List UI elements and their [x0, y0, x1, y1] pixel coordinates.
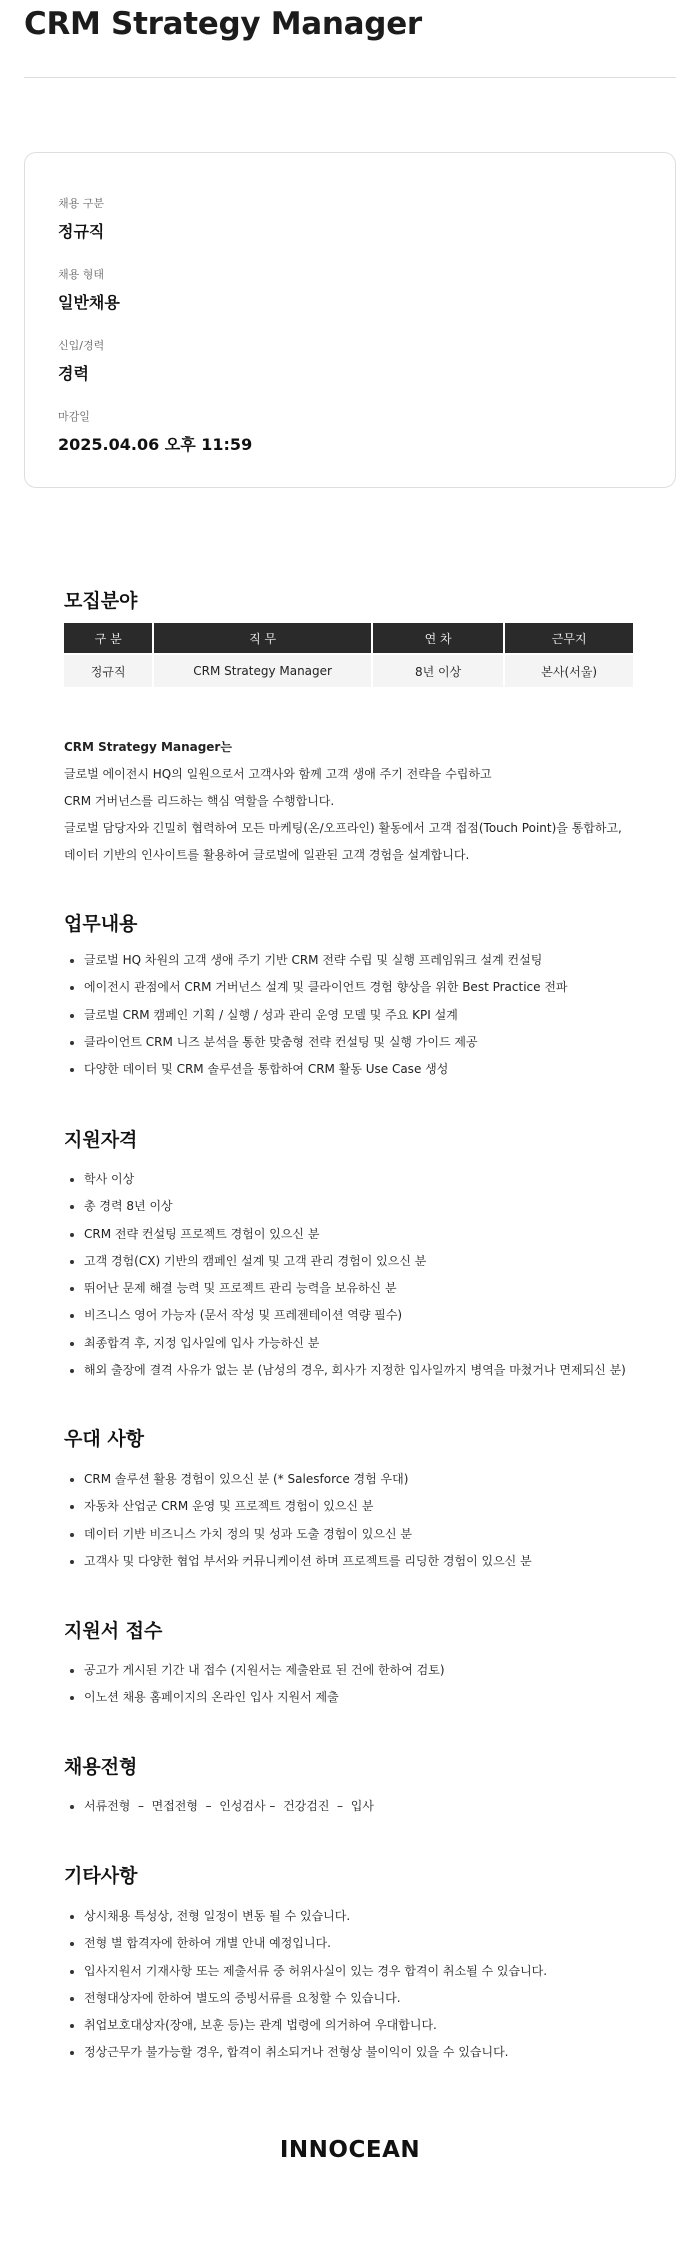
intro-line: CRM 거버넌스를 리드하는 핵심 역할을 수행합니다. — [64, 794, 335, 808]
list-item: 자동차 산업군 CRM 운영 및 프로젝트 경험이 있으신 분 — [70, 1496, 650, 1523]
list-item: 최종합격 후, 지정 입사일에 입사 가능하신 분 — [70, 1333, 650, 1360]
job-info-card — [24, 152, 676, 488]
info-employment-type — [58, 266, 120, 313]
duties-list — [70, 950, 650, 1086]
section-title-duties: 업무내용 — [64, 913, 138, 935]
list-item: 입사지원서 기재사항 또는 제출서류 중 허위사실이 있는 경우 합격이 취소될 수 있습니다. — [70, 1961, 650, 1988]
list-item: 뛰어난 문제 해결 능력 및 프로젝트 관리 능력을 보유하신 분 — [70, 1278, 650, 1305]
list-item: 글로벌 HQ 차원의 고객 생애 주기 기반 CRM 전략 수립 및 실행 프레임워크 설계 컨설팅 — [70, 950, 650, 977]
intro-line: 글로벌 담당자와 긴밀히 협력하여 모든 마케팅(온/오프라인) 활동에서 고객 접점(Touch Point)을 통합하고, — [64, 821, 622, 835]
preferred-list — [70, 1469, 650, 1578]
list-item: 글로벌 CRM 캠페인 기획 / 실행 / 성과 관리 운영 모델 및 주요 KPI 설계 — [70, 1005, 650, 1032]
list-item: 고객 경험(CX) 기반의 캠페인 설계 및 고객 관리 경험이 있으신 분 — [70, 1251, 650, 1278]
section-title-application: 지원서 접수 — [64, 1620, 163, 1642]
table-cell: CRM Strategy Manager — [154, 653, 371, 687]
info-label: 채용 형태 — [58, 268, 105, 281]
application-list — [70, 1660, 650, 1715]
intro-line: 데이터 기반의 인사이트를 활용하여 글로벌에 일관된 고객 경험을 설계합니다. — [64, 848, 470, 862]
table-header-cell: 근무지 — [505, 623, 633, 653]
info-employment-category — [58, 195, 104, 242]
list-item: 총 경력 8년 이상 — [70, 1196, 650, 1223]
page-title: CRM Strategy Manager — [24, 6, 422, 42]
table-cell: 정규직 — [64, 653, 152, 687]
table-header-row — [64, 623, 633, 653]
info-value: 정규직 — [58, 222, 105, 241]
list-item: 전형 별 합격자에 한하여 개별 안내 예정입니다. — [70, 1933, 650, 1960]
list-item: 정상근무가 불가능할 경우, 합격이 취소되거나 전형상 불이익이 있을 수 있습니다. — [70, 2042, 650, 2069]
list-item: 취업보호대상자(장애, 보훈 등)는 관계 법령에 의거하여 우대합니다. — [70, 2015, 650, 2042]
section-title-qualifications: 지원자격 — [64, 1129, 138, 1151]
table-header-cell: 구 분 — [64, 623, 152, 653]
table-cell: 8년 이상 — [373, 653, 503, 687]
list-item: 고객사 및 다양한 협업 부서와 커뮤니케이션 하며 프로젝트를 리딩한 경험이 있으신 분 — [70, 1551, 650, 1578]
etc-list — [70, 1906, 650, 2070]
list-item: 학사 이상 — [70, 1169, 650, 1196]
list-item: 해외 출장에 결격 사유가 없는 분 (남성의 경우, 회사가 지정한 입사일까지 병역을 마쳤거나 면제되신 분) — [70, 1360, 650, 1387]
intro-paragraph — [64, 734, 644, 869]
table-cell: 본사(서울) — [505, 653, 633, 687]
list-item: CRM 전략 컨설팅 프로젝트 경험이 있으신 분 — [70, 1224, 650, 1251]
title-divider — [24, 77, 676, 78]
list-item: 이노션 채용 홈페이지의 온라인 입사 지원서 제출 — [70, 1687, 650, 1714]
intro-line: 글로벌 에이전시 HQ의 일원으로서 고객사와 함께 고객 생애 주기 전략을 수립하고 — [64, 767, 492, 781]
list-item: 에이전시 관점에서 CRM 거버넌스 설계 및 클라이언트 경험 향상을 위한 Best Practice 전파 — [70, 977, 650, 1004]
list-item: 전형대상자에 한하여 별도의 증빙서류를 요청할 수 있습니다. — [70, 1988, 650, 2015]
recruit-field-table — [62, 623, 635, 687]
list-item: 공고가 게시된 기간 내 접수 (지원서는 제출완료 된 건에 한하여 검토) — [70, 1660, 650, 1687]
section-title-process: 채용전형 — [64, 1756, 138, 1778]
info-career-level — [58, 337, 104, 384]
process-list — [70, 1796, 650, 1823]
qualifications-list — [70, 1169, 650, 1387]
list-item: CRM 솔루션 활용 경험이 있으신 분 (* Salesforce 경험 우대) — [70, 1469, 650, 1496]
list-item: 클라이언트 CRM 니즈 분석을 통한 맞춤형 전략 컨설팅 및 실행 가이드 제공 — [70, 1032, 650, 1059]
info-value: 일반채용 — [58, 293, 120, 312]
section-title-recruit-field: 모집분야 — [64, 590, 138, 612]
section-title-etc: 기타사항 — [64, 1865, 138, 1887]
info-value: 2025.04.06 오후 11:59 — [58, 435, 253, 454]
info-label: 마감일 — [58, 410, 90, 423]
list-item: 서류전형 – 면접전형 – 인성검사 – 건강검진 – 입사 — [70, 1796, 650, 1823]
intro-lead: CRM Strategy Manager는 — [64, 740, 232, 754]
table-header-cell: 직 무 — [154, 623, 371, 653]
list-item: 다양한 데이터 및 CRM 솔루션을 통합하여 CRM 활동 Use Case 생성 — [70, 1059, 650, 1086]
list-item: 데이터 기반 비즈니스 가치 정의 및 성과 도출 경험이 있으신 분 — [70, 1524, 650, 1551]
info-value: 경력 — [58, 364, 89, 383]
info-label: 채용 구분 — [58, 197, 105, 210]
list-item: 비즈니스 영어 가능자 (문서 작성 및 프레젠테이션 역량 필수) — [70, 1305, 650, 1332]
innocean-logo: INNOCEAN — [279, 2137, 421, 2163]
section-title-preferred: 우대 사항 — [64, 1428, 145, 1450]
info-label: 신입/경력 — [58, 339, 105, 352]
list-item: 상시채용 특성상, 전형 일정이 변동 될 수 있습니다. — [70, 1906, 650, 1933]
info-deadline — [58, 408, 252, 455]
table-row — [64, 653, 633, 687]
table-header-cell: 연 차 — [373, 623, 503, 653]
